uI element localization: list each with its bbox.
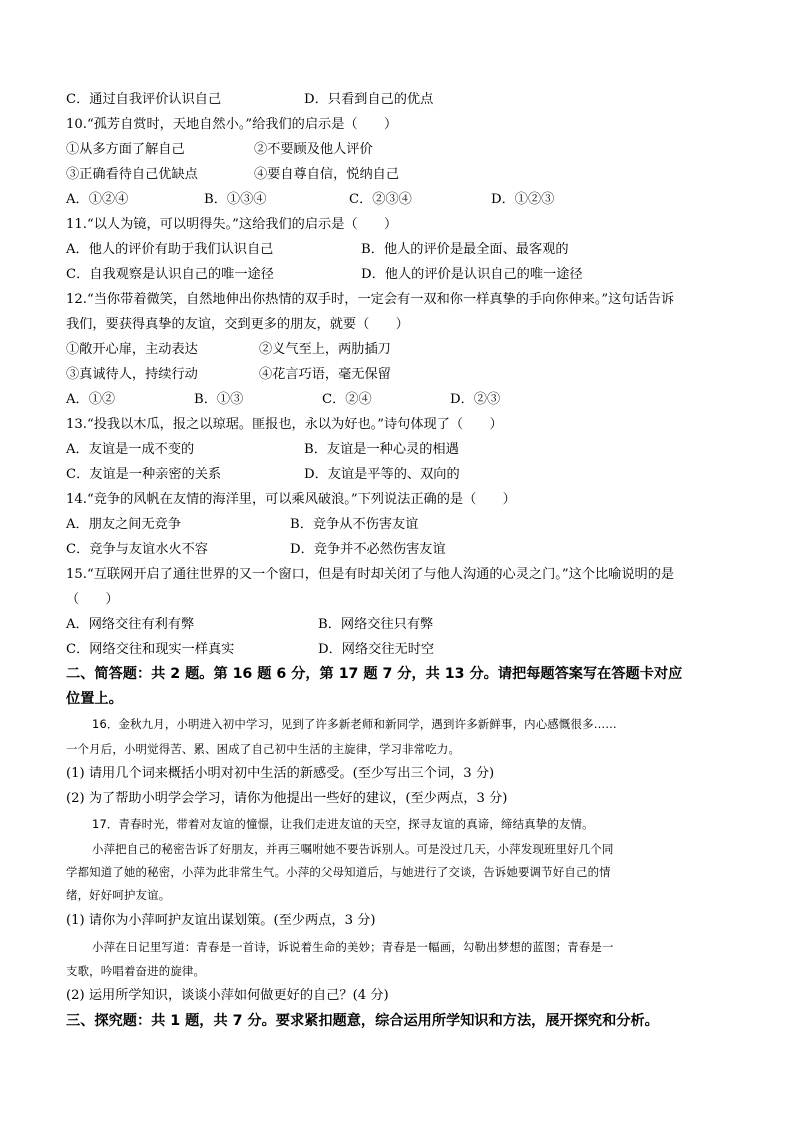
q13-option-d: D．友谊是平等的、双向的 — [304, 467, 460, 482]
q17-story-line2: 学都知道了她的秘密，小萍为此非常生气。小萍的父母知道后，与她进行了交谈，告诉她要调节好自己的情 — [66, 865, 611, 879]
q16-passage-line1: 16．金秋九月，小明进入初中学习，见到了许多新老师和新同学，遇到许多新鲜事，内心感慨很多…… — [92, 717, 617, 731]
q12-option-d: D．②③ — [450, 392, 501, 407]
q12-statement-2: ②义气至上，两肋插刀 — [259, 342, 391, 357]
q12-stem-line2: 我们，要获得真挚的友谊，交到更多的朋友，就要（ ） — [66, 317, 409, 332]
q9-option-d: D．只看到自己的优点 — [304, 92, 434, 107]
section2-title-line1: 二、简答题：共 2 题。第 16 题 6 分，第 17 题 7 分，共 13 分。请把每题答案写在答题卡对应 — [66, 666, 683, 682]
section2-title-line2: 位置上。 — [66, 691, 123, 707]
q12-stem-line1: 12.“当你带着微笑，自然地伸出你热情的双手时，一定会有一双和你一样真挚的手向你伸来。”这句话告诉 — [66, 292, 675, 307]
q14-option-a: A．朋友之间无竞争 — [66, 517, 182, 532]
section3-title: 三、探究题：共 1 题，共 7 分。要求紧扣题意，综合运用所学知识和方法，展开探究和分析。 — [66, 1013, 659, 1029]
q10-statement-1: ①从多方面了解自己 — [66, 142, 185, 157]
q11-option-a: A．他人的评价有助于我们认识自己 — [66, 242, 274, 257]
q14-option-c: C．竞争与友谊水火不容 — [66, 542, 208, 557]
q16-subquestion-2: (2) 为了帮助小明学会学习，请你为他提出一些好的建议，(至少两点，3 分) — [66, 791, 508, 806]
q11-option-b: B．他人的评价是最全面、最客观的 — [361, 242, 569, 257]
q16-passage-line2: 一个月后，小明觉得苦、累、困成了自己初中生活的主旋律，学习非常吃力。 — [66, 742, 461, 756]
q12-option-c: C．②④ — [322, 392, 372, 407]
q14-option-b: B．竞争从不伤害友谊 — [290, 517, 419, 532]
q15-option-a: A．网络交往有利有弊 — [66, 617, 195, 632]
q10-statement-4: ④要自尊自信，悦纳自己 — [254, 167, 400, 182]
q15-stem-line2: （ ） — [66, 592, 119, 607]
q15-option-d: D．网络交往无时空 — [318, 642, 435, 657]
q17-story-line1: 小萍把自己的秘密告诉了好朋友，并再三嘱咐她不要告诉别人。可是没过几天，小萍发现班里好几个同 — [92, 842, 614, 856]
q12-option-a: A．①② — [66, 392, 116, 407]
q13-option-c: C．友谊是一种亲密的关系 — [66, 467, 222, 482]
q12-statement-1: ①敞开心扉，主动表达 — [66, 342, 198, 357]
q10-stem: 10.“孤芳自赏时，天地自然小。”给我们的启示是（ ） — [66, 117, 398, 132]
q10-option-d: D．①②③ — [491, 192, 555, 207]
q14-stem: 14.“竞争的风帆在友情的海洋里，可以乘风破浪。”下列说法正确的是（ ） — [66, 492, 516, 507]
q17-passage-intro: 17．青春时光，带着对友谊的憧憬，让我们走进友谊的天空，探寻友谊的真谛，缔结真挚的友情。 — [92, 817, 594, 831]
q12-option-b: B．①③ — [194, 392, 244, 407]
q10-option-a: A．①②④ — [66, 192, 129, 207]
q13-option-b: B．友谊是一种心灵的相遇 — [304, 442, 459, 457]
q10-statement-2: ②不要顾及他人评价 — [254, 142, 373, 157]
q12-statement-4: ④花言巧语，毫无保留 — [259, 367, 391, 382]
q14-option-d: D．竞争并不必然伤害友谊 — [290, 542, 446, 557]
q10-statement-3: ③正确看待自己优缺点 — [66, 167, 198, 182]
q17-subquestion-1: (1) 请你为小萍呵护友谊出谋划策。(至少两点，3 分) — [66, 913, 376, 928]
q12-statement-3: ③真诚待人，持续行动 — [66, 367, 198, 382]
q13-stem: 13.“投我以木瓜，报之以琼琚。匪报也，永以为好也。”诗句体现了（ ） — [66, 417, 503, 432]
q13-option-a: A．友谊是一成不变的 — [66, 442, 195, 457]
q15-stem-line1: 15.“互联网开启了通往世界的又一个窗口，但是有时却关闭了与他人沟通的心灵之门。”这个比喻说明的是 — [66, 567, 675, 582]
q11-stem: 11.“以人为镜，可以明得失。”这给我们的启示是（ ） — [66, 217, 398, 232]
q17-diary-line1: 小萍在日记里写道：青春是一首诗，诉说着生命的美妙；青春是一幅画，勾勒出梦想的蓝图；青春是一 — [92, 940, 614, 954]
q11-option-d: D．他人的评价是认识自己的唯一途径 — [361, 267, 583, 282]
q10-option-c: C．②③④ — [349, 192, 412, 207]
q16-subquestion-1: (1) 请用几个词来概括小明对初中生活的新感受。(至少写出三个词，3 分) — [66, 766, 495, 781]
q11-option-c: C．自我观察是认识自己的唯一途径 — [66, 267, 274, 282]
q9-option-c: C．通过自我评价认识自己 — [66, 92, 222, 107]
q17-subquestion-2: (2) 运用所学知识，谈谈小萍如何做更好的自己？(4 分) — [66, 988, 389, 1003]
q15-option-b: B．网络交往只有弊 — [318, 617, 434, 632]
q17-diary-line2: 支歌，吟唱着奋进的旋律。 — [66, 964, 206, 978]
q10-option-b: B．①③④ — [204, 192, 267, 207]
q15-option-c: C．网络交往和现实一样真实 — [66, 642, 235, 657]
q17-story-line3: 绪，好好呵护友谊。 — [66, 888, 171, 902]
